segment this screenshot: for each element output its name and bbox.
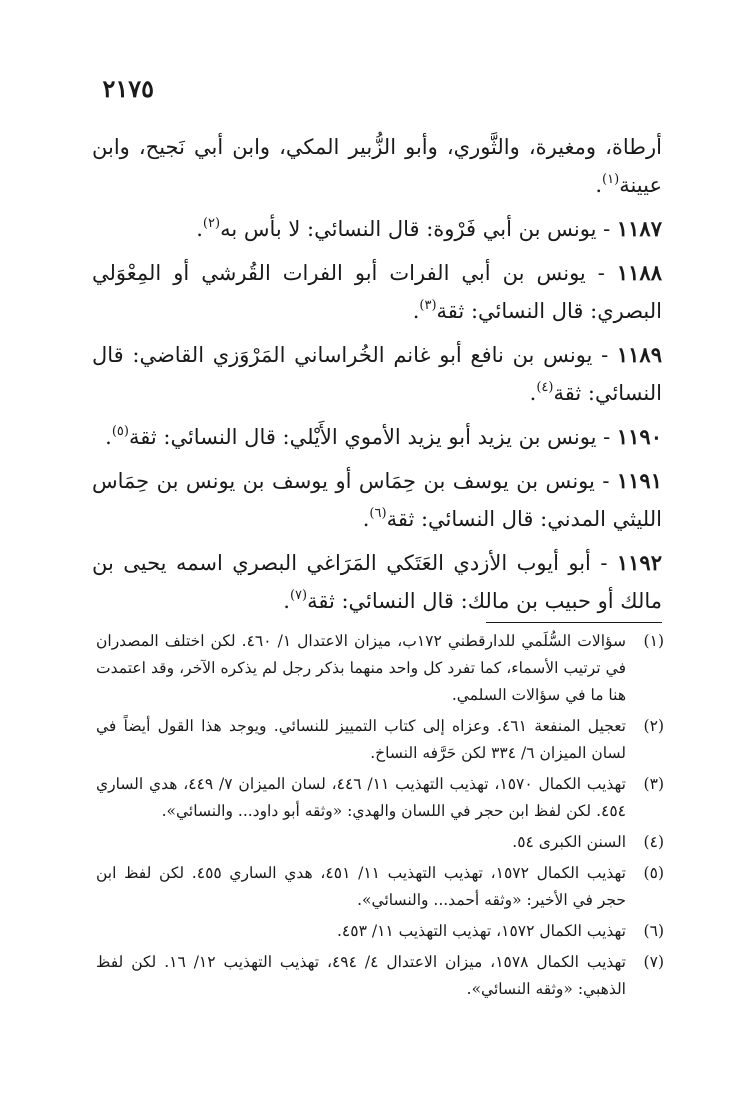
footnote-separator — [486, 622, 662, 623]
footnote-mark: (١) — [643, 632, 664, 650]
footnote-text: السنن الكبرى ٥٤. — [512, 833, 626, 851]
entry-number: ١١٨٨ — [616, 260, 662, 285]
entry-text: يونس بن يوسف بن حِمَاس أو يوسف بن يونس بن حِمَاس الليثي المدني: قال النسائي: ثقة — [92, 469, 662, 531]
footnote-text: تعجيل المنفعة ٤٦١. وعزاه إلى كتاب التمييز للنسائي. ويوجد هذا القول أيضاً في لسان الميزان ٦/ ٣٣٤ لكن حَرَّفه النساخ. — [96, 717, 627, 762]
entry-number: ١١٩١ — [616, 468, 662, 493]
footnote-text: تهذيب الكمال ١٥٧٢، تهذيب التهذيب ١١/ ٤٥٣. — [336, 922, 626, 940]
footnote — [96, 713, 664, 767]
continuation-paragraph: أرطاة، ومغيرة، والثَّوري، وأبو الزُّبير المكي، وابن أبي نَجيح، وابن عيينة$^{(١)}$. — [92, 135, 662, 197]
footnote-text: تهذيب الكمال ١٥٧٢، تهذيب التهذيب ١١/ ٤٥١، هدي الساري ٤٥٥. لكن لفظ ابن حجر في الأخير: «وثقه أحمد... والنسائي». — [96, 864, 626, 909]
footnote-mark: (٢) — [643, 717, 664, 735]
entry-number: ١١٩٠ — [616, 424, 662, 449]
footnote-ref: (٢) — [202, 216, 221, 231]
entry: ١١٨٧ - يونس بن أبي فَرْوة: قال النسائي: لا بأس به$^{(٢)}$. — [196, 216, 662, 241]
entry: ١١٩٠ - يونس بن يزيد أبو يزيد الأموي الأَيْلي: قال النسائي: ثقة$^{(٥)}$. — [105, 424, 662, 449]
footnote — [96, 949, 664, 1003]
entry: ١١٨٩ - يونس بن نافع أبو غانم الخُراساني المَرْوَزي القاضي: قال النسائي: ثقة$^{(٤)}$. — [92, 342, 662, 405]
entry: ١١٩١ - يونس بن يوسف بن حِمَاس أو يوسف بن يونس بن حِمَاس الليثي المدني: قال النسائي: ثقة$^{(٦)}$. — [92, 468, 662, 531]
main-text — [92, 128, 662, 626]
entry-text: يونس بن أبي فَرْوة: قال النسائي: لا بأس به — [220, 217, 597, 241]
footnote-mark: (٥) — [643, 864, 664, 882]
footnote-ref: (١) — [602, 172, 620, 187]
footnote — [96, 771, 664, 825]
footnote-mark: (٦) — [643, 922, 664, 940]
footnote-text: سؤالات السُّلَمي للدارقطني ١٧٢ب، ميزان الاعتدال ١/ ٤٦٠. لكن اختلف المصدران في ترتيب الأسماء، كما تفرد كل واحد منهما بذكر رجل لم يذكره الآخر، وقد اعتمدت هنا ما في سؤالات السلمي. — [96, 632, 626, 704]
entry-text: أبو أيوب الأزدي العَتَكي المَرَاغي البصري اسمه يحيى بن مالك أو حبيب بن مالك: قال النسائي: ثقة — [92, 551, 662, 613]
entry-text: يونس بن نافع أبو غانم الخُراساني المَرْوَزي القاضي: قال النسائي: ثقة — [92, 343, 662, 405]
footnote-text: تهذيب الكمال ١٥٧٠، تهذيب التهذيب ١١/ ٤٤٦، لسان الميزان ٧/ ٤٤٩، هدي الساري ٤٥٤. لكن لفظ ابن حجر في اللسان والهدي: «وثقه أبو داود... والنسائي». — [96, 775, 627, 820]
footnote — [96, 628, 664, 709]
continuation-text: أرطاة، ومغيرة، والثَّوري، وأبو الزُّبير المكي، وابن أبي نَجيح، وابن عيينة — [92, 135, 662, 197]
entry-text: يونس بن يزيد أبو يزيد الأموي الأَيْلي: قال النسائي: ثقة — [128, 425, 597, 449]
entry: ١١٨٨ - يونس بن أبي الفرات أبو الفرات القُرشي أو المِعْوَلي البصري: قال النسائي: ثقة$^{(٣)}$. — [92, 260, 662, 323]
footnote-mark: (٧) — [643, 953, 664, 971]
footnotes — [96, 628, 664, 1007]
page-number: ٢١٧٥ — [102, 74, 154, 103]
footnote-ref: (٧) — [289, 588, 308, 603]
entry-number: ١١٩٢ — [616, 550, 662, 575]
entry-text: يونس بن أبي الفرات أبو الفرات القُرشي أو المِعْوَلي البصري: قال النسائي: ثقة — [92, 261, 662, 323]
footnote-ref: (٦) — [369, 506, 387, 521]
footnote-mark: (٤) — [643, 833, 664, 851]
footnote-ref: (٣) — [419, 298, 437, 313]
entry: ١١٩٢ - أبو أيوب الأزدي العَتَكي المَرَاغي البصري اسمه يحيى بن مالك أو حبيب بن مالك: قال النسائي: ثقة$^{(٧)}$. — [92, 550, 662, 613]
footnote-ref: (٤) — [536, 380, 554, 395]
footnote-ref: (٥) — [111, 424, 129, 439]
footnote-text: تهذيب الكمال ١٥٧٨، ميزان الاعتدال ٤/ ٤٩٤، تهذيب التهذيب ١٢/ ١٦. لكن لفظ الذهبي: «وثقه النسائي». — [96, 953, 626, 998]
footnote-mark: (٣) — [643, 775, 664, 793]
footnote — [96, 918, 664, 945]
entry-number: ١١٨٧ — [616, 216, 662, 241]
footnote — [96, 829, 664, 856]
entry-number: ١١٨٩ — [616, 342, 662, 367]
footnote — [96, 860, 664, 914]
